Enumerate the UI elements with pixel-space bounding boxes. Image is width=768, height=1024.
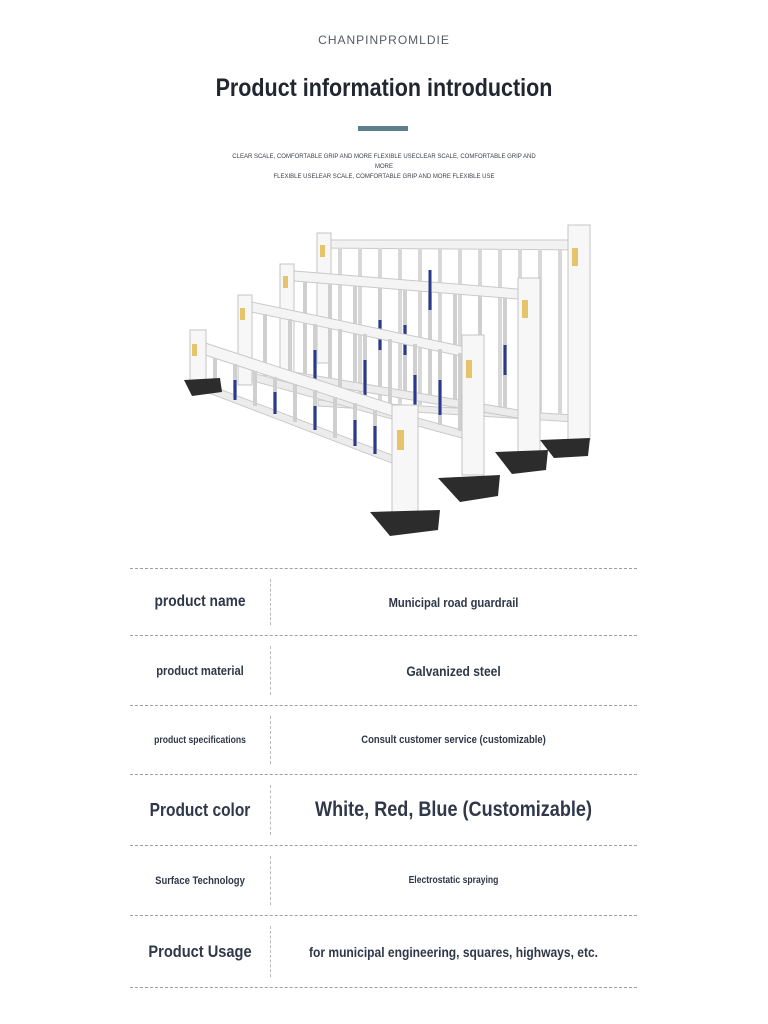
page-title: Product information introduction xyxy=(215,74,553,102)
intro-blurb xyxy=(230,152,538,182)
spec-label: product specifications xyxy=(154,734,246,746)
guardrail-image xyxy=(170,200,610,545)
spec-value: White, Red, Blue (Customizable) xyxy=(315,798,592,821)
spec-value: for municipal engineering, squares, highways, etc. xyxy=(308,943,599,960)
spec-row-material xyxy=(130,635,637,705)
spec-divider xyxy=(270,716,271,764)
spec-label: Product color xyxy=(149,799,251,820)
spec-label: Surface Technology xyxy=(155,874,245,887)
spec-value: Galvanized steel xyxy=(406,662,501,679)
spec-row-usage xyxy=(130,915,637,988)
spec-divider xyxy=(270,856,271,905)
spec-table xyxy=(130,568,637,988)
spec-label: Product Usage xyxy=(148,941,252,961)
spec-value: Consult customer service (customizable) xyxy=(361,734,546,746)
spec-divider xyxy=(270,926,271,977)
intro-blurb-line-1: CLEAR SCALE, COMFORTABLE GRIP AND MORE FLEXIBLE USECLEAR SCALE, COMFORTABLE GRIP AND MORE xyxy=(232,154,536,170)
title-accent-bar xyxy=(358,126,408,131)
spec-divider xyxy=(270,785,271,835)
top-label: CHANPINPROMLDIE xyxy=(318,33,450,47)
spec-row-color xyxy=(130,774,637,845)
spec-row-specifications xyxy=(130,705,637,774)
spec-label: product material xyxy=(156,663,244,678)
spec-divider xyxy=(270,579,271,625)
spec-row-name xyxy=(130,568,637,635)
spec-value: Electrostatic spraying xyxy=(408,875,499,886)
intro-blurb-line-2: FLEXIBLE USELEAR SCALE, COMFORTABLE GRIP AND MORE FLEXIBLE USE xyxy=(273,174,495,180)
spec-divider xyxy=(270,646,271,695)
spec-label: product name xyxy=(154,593,246,610)
spec-value: Municipal road guardrail xyxy=(388,594,519,610)
spec-row-surface xyxy=(130,845,637,915)
